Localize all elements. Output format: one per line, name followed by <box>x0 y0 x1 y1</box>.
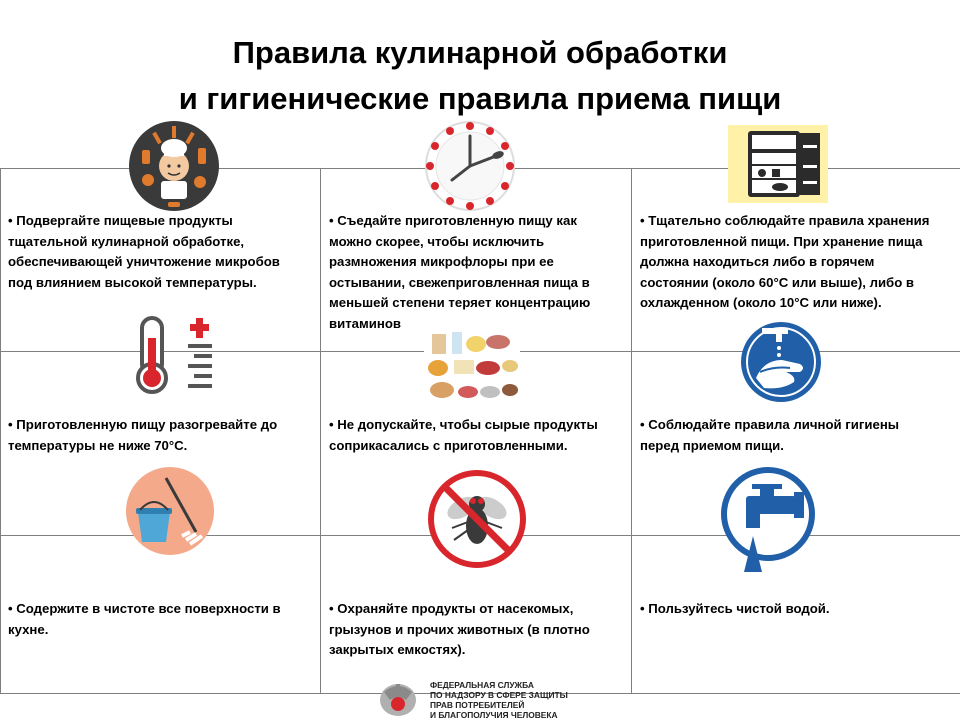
footer-text: ФЕДЕРАЛЬНАЯ СЛУЖБА ПО НАДЗОРУ В СФЕРЕ ЗАЩИТЫ ПРАВ ПОТРЕБИТЕЛЕЙ И БЛАГОПОЛУЧИЯ ЧЕЛОВЕКА <box>430 680 568 720</box>
water-tap-icon <box>716 466 820 576</box>
rule-text-hygiene: • Соблюдайте правила личной гигиены перед приемом пищи. <box>640 417 900 453</box>
bucket-mop-icon <box>118 466 222 556</box>
title-line-2: и гигиенические правила приема пищи <box>178 81 782 116</box>
rule-text-storage: • Тщательно соблюдайте правила хранения приготовленной пищи. При хранение пища должна находиться либо в горячем состоянии (около 60°С или выше), либо в охлажденном (около 10°С или ниже). <box>640 213 930 310</box>
grid-line <box>0 168 1 694</box>
rule-text-clean-water: • Пользуйтесь чистой водой. <box>640 601 830 616</box>
rule-text-cooking: • Подвергайте пищевые продукты тщательной кулинарной обработке, обеспечивающей уничтожение микробов под влиянием высокой температуры. <box>8 213 280 290</box>
thermometer-icon <box>134 314 224 396</box>
rule-text-eat-quickly: • Съедайте приготовленную пищу как можно скорее, чтобы исключить размножения микрофлоры при ее остывании, свежеприговленная пища в меньшей степени теряет концентрацию витаминов <box>329 213 591 331</box>
rule-text-raw-separate: • Не допускайте, чтобы сырые продукты соприкасались с приготовленными. <box>329 417 598 453</box>
grid-line <box>631 168 632 694</box>
rospotrebnadzor-emblem-icon <box>376 676 420 720</box>
grid-line <box>320 168 321 694</box>
footer-logo-block <box>370 676 630 720</box>
page-title <box>0 30 960 122</box>
title-line-1: Правила кулинарной обработки <box>232 35 728 70</box>
fridge-icon <box>728 125 828 203</box>
clock-plate-icon <box>418 118 522 214</box>
rule-text-protect-food: • Охраняйте продукты от насекомых, грызунов и прочих животных (в плотно закрытых емкостях). <box>329 601 590 657</box>
food-products-icon <box>424 326 520 404</box>
hand-washing-icon <box>734 320 828 404</box>
kitchen-chef-icon <box>128 120 220 212</box>
rule-text-clean-surfaces: • Содержите в чистоте все поверхности в кухне. <box>8 601 281 637</box>
no-flies-icon <box>428 470 526 568</box>
rule-text-reheat: • Приготовленную пищу разогревайте до температуры не ниже 70°С. <box>8 417 278 453</box>
